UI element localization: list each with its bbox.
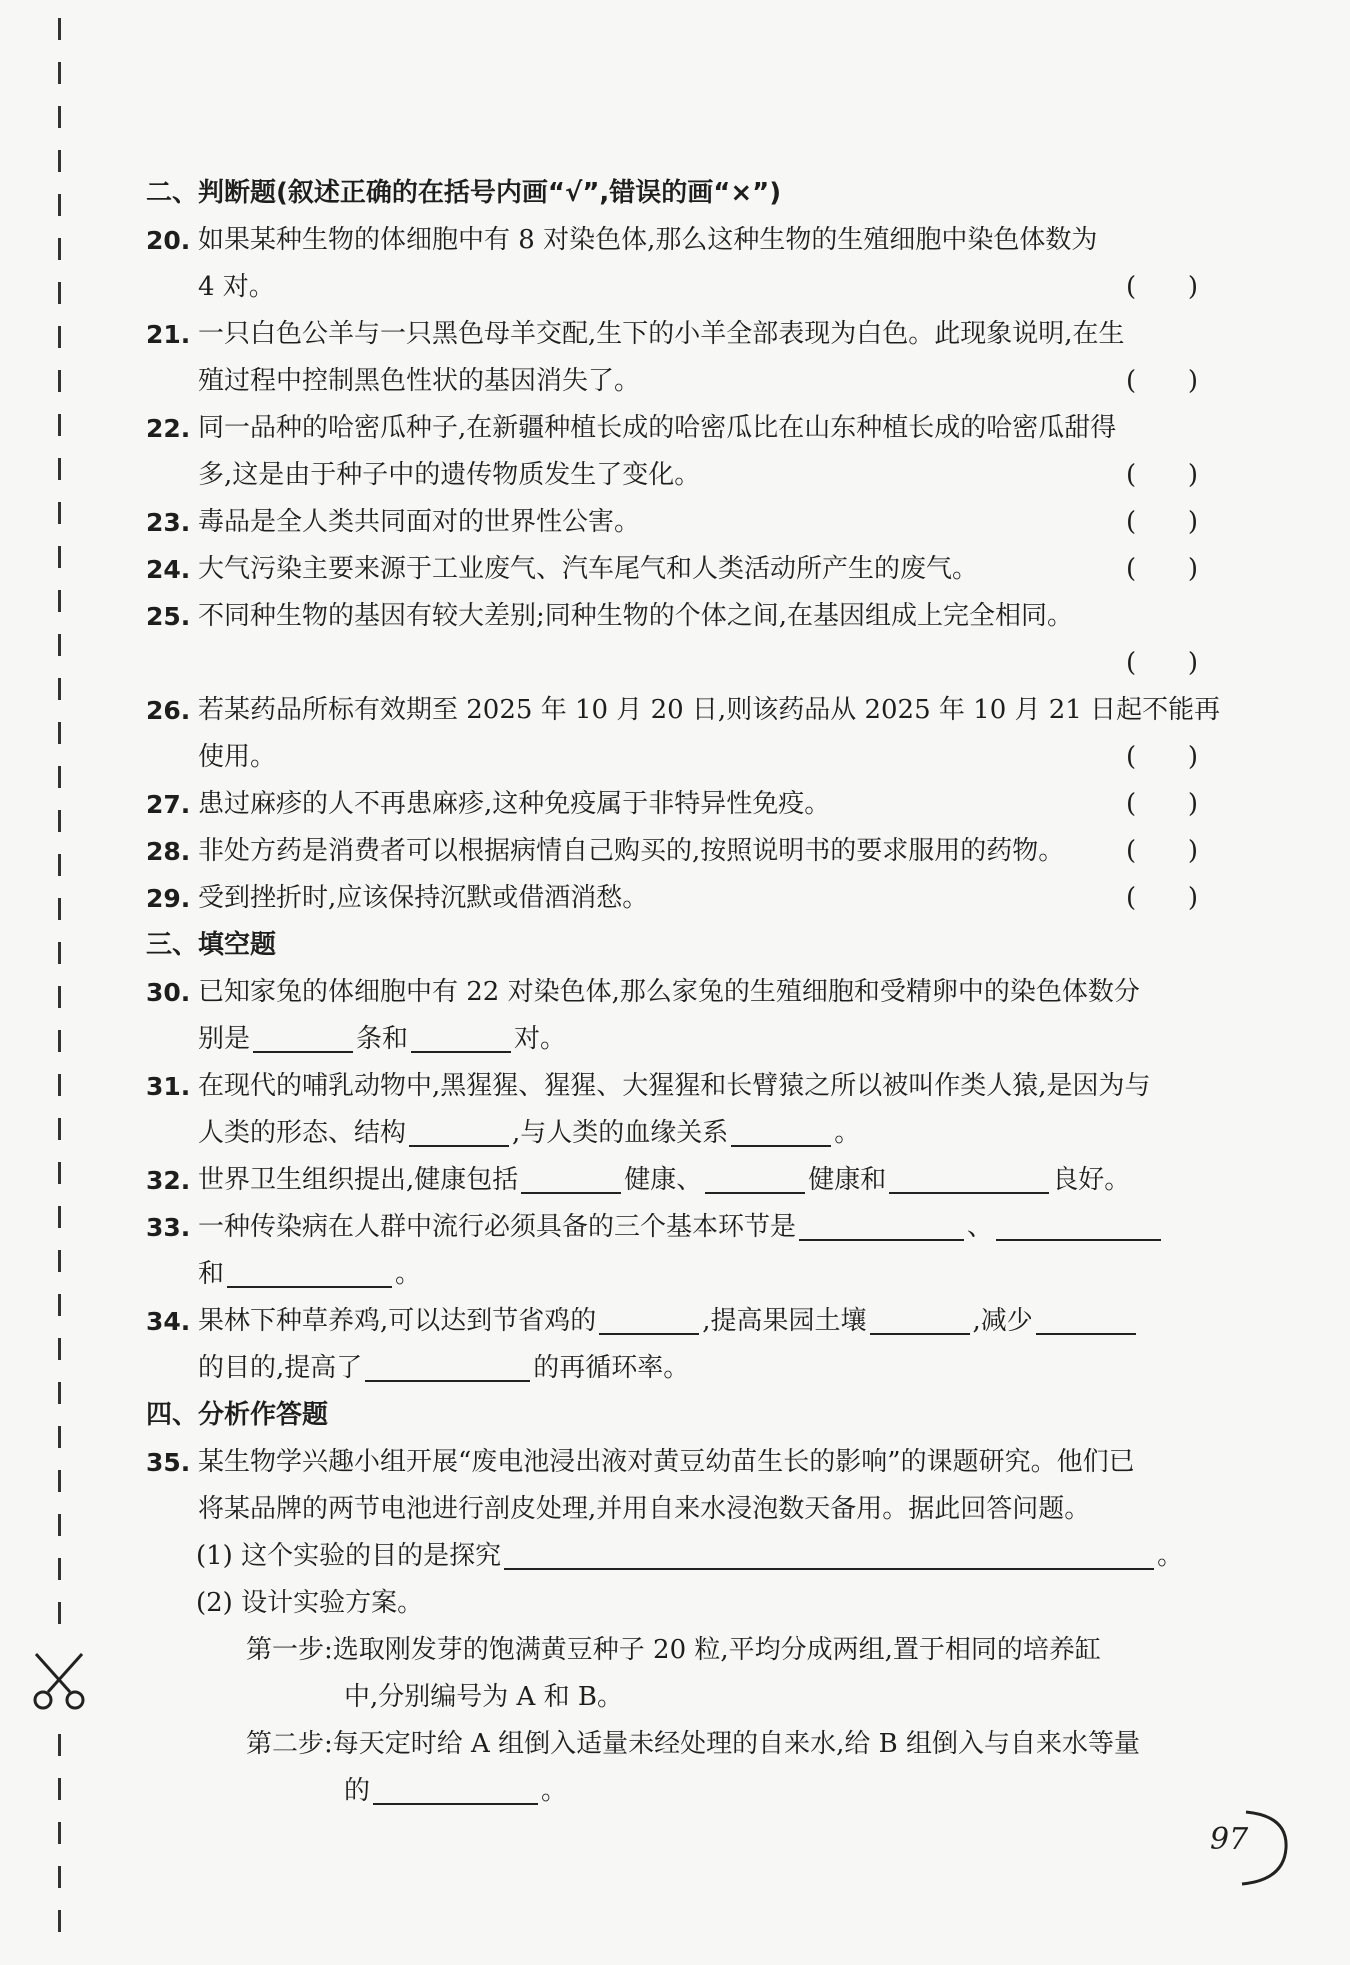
- question-35-line2: [146, 1486, 1198, 1533]
- question-text: 。: [541, 1776, 568, 1806]
- question-text: 对。: [514, 1024, 567, 1054]
- cut-dash: [58, 414, 61, 436]
- judgment-question-cont: [146, 358, 1198, 405]
- cut-dash: [58, 898, 61, 920]
- judgment-question: [146, 546, 1198, 593]
- cut-dash: [58, 546, 61, 568]
- question-text: 第一步:选取刚发芽的饱满黄豆种子 20 粒,平均分成两组,置于相同的培养缸: [246, 1635, 1101, 1665]
- cut-dash: [58, 1778, 61, 1800]
- question-text: 条和: [356, 1024, 409, 1054]
- paren-open: (: [1126, 648, 1137, 678]
- question-text: ,提高果园土壤: [702, 1306, 867, 1336]
- paren-open: (: [1126, 883, 1137, 913]
- question-number: 32.: [146, 1166, 191, 1195]
- cut-dash: [58, 1162, 61, 1184]
- step-1: [146, 1627, 1198, 1674]
- question-31: [146, 1063, 1198, 1110]
- page-number: 97: [1210, 1822, 1249, 1857]
- question-text: 殖过程中控制黑色性状的基因消失了。: [198, 366, 641, 396]
- step-2-cont: [146, 1768, 1198, 1815]
- paren-open: (: [1126, 460, 1137, 490]
- question-text: 别是: [198, 1024, 251, 1054]
- question-number: 20.: [146, 226, 191, 255]
- question-text: 中,分别编号为 A 和 B。: [344, 1682, 623, 1712]
- cut-dash: [58, 150, 61, 172]
- cut-dash: [58, 282, 61, 304]
- question-text: 第二步:每天定时给 A 组倒入适量未经处理的自来水,给 B 组倒入与自来水等量: [246, 1729, 1140, 1759]
- judgment-question: [146, 217, 1198, 264]
- cut-dash: [58, 502, 61, 524]
- answer-blank[interactable]: [870, 1303, 970, 1335]
- cut-dash: [58, 810, 61, 832]
- paren-close: ): [1187, 789, 1198, 819]
- question-text: 健康和: [808, 1165, 887, 1195]
- answer-blank[interactable]: [799, 1209, 964, 1241]
- question-text: 若某药品所标有效期至 2025 年 10 月 20 日,则该药品从 2025 年 10 月 21 日起不能再: [198, 695, 1221, 725]
- cut-dash: [58, 942, 61, 964]
- question-number: 31.: [146, 1072, 191, 1101]
- question-number: 35.: [146, 1448, 191, 1477]
- cut-dash: [58, 722, 61, 744]
- cut-dash: [58, 1206, 61, 1228]
- question-text: 一种传染病在人群中流行必须具备的三个基本环节是: [198, 1212, 797, 1242]
- question-text: 的: [344, 1776, 371, 1806]
- question-text: 。: [1157, 1541, 1184, 1571]
- answer-parentheses[interactable]: [1126, 358, 1198, 405]
- paren-close: ): [1187, 460, 1198, 490]
- question-text: 。: [834, 1118, 861, 1148]
- step-2: [146, 1721, 1198, 1768]
- cut-dash: [58, 1866, 61, 1888]
- question-number: 29.: [146, 884, 191, 913]
- answer-blank[interactable]: [253, 1021, 353, 1053]
- question-text: 非处方药是消费者可以根据病情自己购买的,按照说明书的要求服用的药物。: [198, 836, 1065, 866]
- cut-dash: [58, 1118, 61, 1140]
- cut-dash: [58, 1030, 61, 1052]
- cut-dash: [58, 854, 61, 876]
- question-text: 的再循环率。: [533, 1353, 690, 1383]
- question-text: 受到挫折时,应该保持沉默或借酒消愁。: [198, 883, 649, 913]
- question-text: 毒品是全人类共同面对的世界性公害。: [198, 507, 641, 537]
- answer-parentheses[interactable]: [1126, 875, 1198, 922]
- question-number: 21.: [146, 320, 191, 349]
- question-text: 健康、: [624, 1165, 703, 1195]
- question-30: [146, 969, 1198, 1016]
- paren-open: (: [1126, 507, 1137, 537]
- question-text: ,与人类的血缘关系: [512, 1118, 729, 1148]
- question-number: 24.: [146, 555, 191, 584]
- step-1-cont: [146, 1674, 1198, 1721]
- answer-parentheses[interactable]: [1126, 452, 1198, 499]
- judgment-question-cont: [146, 452, 1198, 499]
- question-34-line2: [146, 1345, 1198, 1392]
- cut-dash: [58, 326, 61, 348]
- judgment-question: [146, 687, 1221, 734]
- page-number-arc: [1232, 1808, 1292, 1888]
- answer-blank[interactable]: [227, 1256, 392, 1288]
- question-31-line2: [146, 1110, 1198, 1157]
- answer-blank[interactable]: [599, 1303, 699, 1335]
- judgment-question: [146, 781, 1198, 828]
- answer-blank[interactable]: [1036, 1303, 1136, 1335]
- answer-parentheses[interactable]: [1126, 264, 1198, 311]
- question-text: (1) 这个实验的目的是探究: [196, 1541, 502, 1571]
- cut-dash: [58, 1822, 61, 1844]
- question-30-line2: [146, 1016, 1198, 1063]
- answer-blank[interactable]: [996, 1209, 1161, 1241]
- cut-dash: [58, 458, 61, 480]
- question-text: 不同种生物的基因有较大差别;同种生物的个体之间,在基因组成上完全相同。: [198, 601, 1074, 631]
- paren-close: ): [1187, 742, 1198, 772]
- question-text: 一只白色公羊与一只黑色母羊交配,生下的小羊全部表现为白色。此现象说明,在生: [198, 319, 1125, 349]
- cut-dash: [58, 194, 61, 216]
- question-text: 将某品牌的两节电池进行剖皮处理,并用自来水浸泡数天备用。据此回答问题。: [198, 1494, 1091, 1524]
- question-text: 大气污染主要来源于工业废气、汽车尾气和人类活动所产生的废气。: [198, 554, 979, 584]
- paren-close: ): [1187, 554, 1198, 584]
- cut-dash: [58, 1382, 61, 1404]
- paren-close: ): [1187, 883, 1198, 913]
- paren-close: ): [1187, 272, 1198, 302]
- question-text: 患过麻疹的人不再患麻疹,这种免疫属于非特异性免疫。: [198, 789, 831, 819]
- paren-open: (: [1126, 554, 1137, 584]
- scissors-icon: [28, 1650, 90, 1712]
- paren-open: (: [1126, 836, 1137, 866]
- question-number: 34.: [146, 1307, 191, 1336]
- question-text: 某生物学兴趣小组开展“废电池浸出液对黄豆幼苗生长的影响”的课题研究。他们已: [198, 1447, 1135, 1477]
- judgment-items: [146, 217, 1221, 922]
- question-text: 人类的形态、结构: [198, 1118, 407, 1148]
- question-number: 25.: [146, 602, 191, 631]
- judgment-question: [146, 499, 1198, 546]
- cut-dash: [58, 1514, 61, 1536]
- question-32: [146, 1157, 1198, 1204]
- question-34: [146, 1298, 1198, 1345]
- paren-open: (: [1126, 742, 1137, 772]
- answer-parentheses[interactable]: [1126, 734, 1198, 781]
- question-text: 、: [967, 1212, 994, 1242]
- question-number: 28.: [146, 837, 191, 866]
- question-35-part2: [146, 1580, 1198, 1627]
- cut-dash: [58, 1910, 61, 1932]
- cut-dash: [58, 1250, 61, 1272]
- question-text: 4 对。: [198, 272, 275, 302]
- section-title-judgment: 二、判断题(叙述正确的在括号内画“√”,错误的画“×”): [146, 178, 782, 208]
- section-title-analysis: 四、分析作答题: [146, 1400, 329, 1430]
- cut-dash: [58, 1338, 61, 1360]
- answer-parentheses[interactable]: [1126, 640, 1198, 687]
- cut-dash: [58, 986, 61, 1008]
- answer-parentheses[interactable]: [1126, 828, 1198, 875]
- cut-dash: [58, 106, 61, 128]
- question-text: 的目的,提高了: [198, 1353, 363, 1383]
- judgment-question-cont: [146, 640, 1198, 687]
- cut-dash: [58, 1426, 61, 1448]
- paren-open: (: [1126, 366, 1137, 396]
- cut-dash: [58, 678, 61, 700]
- cut-dash: [58, 590, 61, 612]
- question-text: 和: [198, 1259, 225, 1289]
- question-number: 30.: [146, 978, 191, 1007]
- cut-dash: [58, 18, 61, 40]
- question-number: 33.: [146, 1213, 191, 1242]
- question-number: 27.: [146, 790, 191, 819]
- question-number: 26.: [146, 696, 191, 725]
- answer-blank[interactable]: [373, 1773, 538, 1805]
- paren-close: ): [1187, 507, 1198, 537]
- question-text: 。: [395, 1259, 422, 1289]
- answer-blank[interactable]: [889, 1162, 1049, 1194]
- question-number: 23.: [146, 508, 191, 537]
- paren-close: ): [1187, 836, 1198, 866]
- judgment-question-cont: [146, 734, 1198, 781]
- cut-dash: [58, 238, 61, 260]
- question-text: 同一品种的哈密瓜种子,在新疆种植长成的哈密瓜比在山东种植长成的哈密瓜甜得: [198, 413, 1117, 443]
- question-35: [146, 1439, 1198, 1486]
- judgment-question-cont: [146, 264, 1198, 311]
- question-33-line2: [146, 1251, 1198, 1298]
- paren-close: ): [1187, 366, 1198, 396]
- question-text: 在现代的哺乳动物中,黑猩猩、猩猩、大猩猩和长臂猿之所以被叫作类人猿,是因为与: [198, 1071, 1151, 1101]
- paren-close: ): [1187, 648, 1198, 678]
- answer-blank[interactable]: [365, 1350, 530, 1382]
- question-text: 已知家兔的体细胞中有 22 对染色体,那么家兔的生殖细胞和受精卵中的染色体数分: [198, 977, 1140, 1007]
- question-text: (2) 设计实验方案。: [196, 1588, 424, 1618]
- answer-blank[interactable]: [731, 1115, 831, 1147]
- answer-blank[interactable]: [705, 1162, 805, 1194]
- section-title-fill: 三、填空题: [146, 930, 277, 960]
- answer-blank[interactable]: [521, 1162, 621, 1194]
- cut-dash: [58, 1602, 61, 1624]
- worksheet-content: [146, 170, 1221, 1815]
- judgment-question: [146, 875, 1198, 922]
- judgment-question: [146, 405, 1198, 452]
- question-text: ,减少: [972, 1306, 1033, 1336]
- question-number: 22.: [146, 414, 191, 443]
- question-text: 多,这是由于种子中的遗传物质发生了变化。: [198, 460, 701, 490]
- answer-blank[interactable]: [504, 1538, 1154, 1570]
- answer-blank[interactable]: [409, 1115, 509, 1147]
- paren-open: (: [1126, 272, 1137, 302]
- answer-blank[interactable]: [411, 1021, 511, 1053]
- cut-dash: [58, 766, 61, 788]
- cut-dash: [58, 1558, 61, 1580]
- judgment-question: [146, 828, 1198, 875]
- answer-parentheses[interactable]: [1126, 546, 1198, 593]
- judgment-question: [146, 311, 1198, 358]
- question-text: 如果某种生物的体细胞中有 8 对染色体,那么这种生物的生殖细胞中染色体数为: [198, 225, 1098, 255]
- cut-dash: [58, 62, 61, 84]
- cut-dash: [58, 1294, 61, 1316]
- question-text: 果林下种草养鸡,可以达到节省鸡的: [198, 1306, 597, 1336]
- cut-dash: [58, 1734, 61, 1756]
- question-33: [146, 1204, 1198, 1251]
- question-text: 良好。: [1052, 1165, 1131, 1195]
- cut-dash: [58, 1074, 61, 1096]
- cut-dash: [58, 370, 61, 392]
- cut-dash: [58, 634, 61, 656]
- question-text: 使用。: [198, 742, 277, 772]
- answer-parentheses[interactable]: [1126, 781, 1198, 828]
- question-35-part1: [146, 1533, 1198, 1580]
- answer-parentheses[interactable]: [1126, 499, 1198, 546]
- judgment-question: [146, 593, 1198, 640]
- question-text: 世界卫生组织提出,健康包括: [198, 1165, 519, 1195]
- paren-open: (: [1126, 789, 1137, 819]
- cut-dash: [58, 1470, 61, 1492]
